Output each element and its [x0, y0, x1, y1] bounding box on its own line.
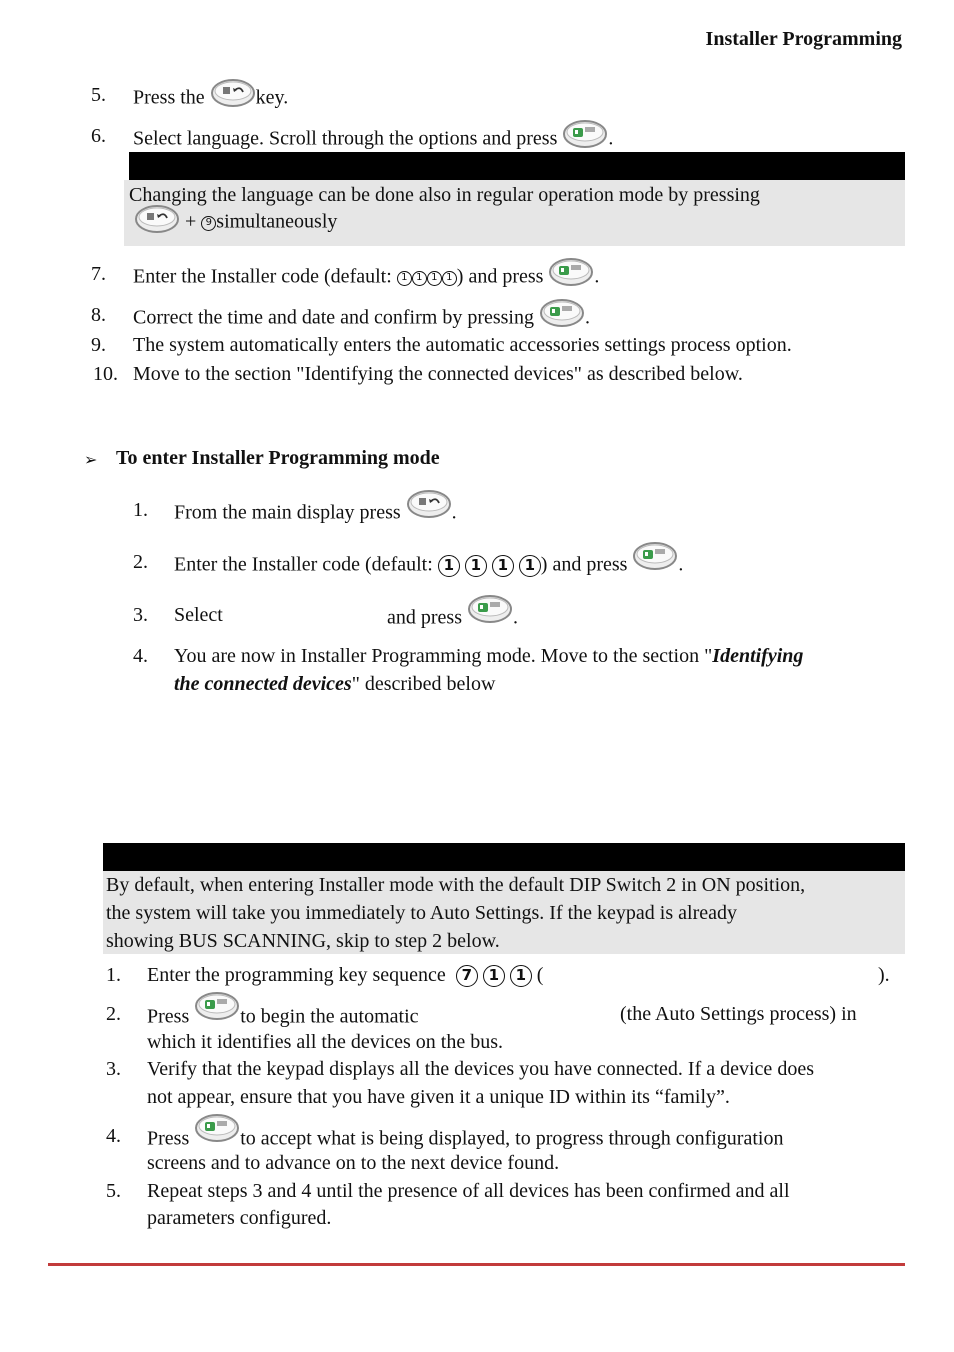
- ok-key-icon: [467, 594, 513, 624]
- step-8-text: [133, 304, 590, 334]
- step-text: .: [608, 127, 614, 150]
- italic-link-text: the connected devices: [174, 673, 352, 695]
- step-text: parameters configured.: [147, 1207, 332, 1229]
- step-text: Select: [174, 604, 223, 626]
- back-key-icon: [406, 489, 452, 519]
- footer-rule: [48, 1263, 905, 1266]
- step-text: .: [451, 501, 457, 524]
- note-line-2: [134, 208, 337, 238]
- step-text: Select language. Scroll through the options and press: [133, 127, 558, 150]
- step-number: 1.: [133, 499, 148, 521]
- step-text: ) and press: [456, 265, 544, 288]
- step-text: From the main display press: [174, 501, 401, 524]
- note-text: the system will take you immediately to Auto Settings. If the keypad is already: [106, 902, 737, 924]
- section-heading: To enter Installer Programming mode: [116, 447, 440, 469]
- step-text: Press the: [133, 86, 205, 109]
- step-text: key.: [255, 86, 289, 109]
- step-number: 3.: [133, 604, 148, 626]
- step-text: Enter the programming key sequence: [147, 964, 446, 986]
- step-text: Repeat steps 3 and 4 until the presence of all devices has been confirmed and all: [147, 1180, 790, 1202]
- step-text: not appear, ensure that you have given it a unique ID within its “family”.: [147, 1086, 730, 1108]
- step-4-line-1: [174, 645, 803, 668]
- step-text: and press: [387, 606, 462, 629]
- step-text: which it identifies all the devices on the bus.: [147, 1031, 504, 1053]
- note-text: By default, when entering Installer mode with the default DIP Switch 2 in ON position,: [106, 874, 806, 896]
- note-text: Changing the language can be done also in regular operation mode by pressing: [129, 184, 760, 206]
- step-number: 9.: [91, 334, 106, 356]
- step-number: 4.: [106, 1125, 121, 1147]
- step-number: 5.: [106, 1180, 121, 1202]
- step-text: Press: [147, 1127, 190, 1150]
- step-3-tail: [387, 604, 518, 634]
- step-1-text: [174, 499, 457, 529]
- code-digit: 1: [412, 271, 427, 286]
- step-7-text: [133, 263, 599, 293]
- step-text: Enter the Installer code (default:: [133, 265, 392, 288]
- note-text: showing BUS SCANNING, skip to step 2 below.: [106, 930, 500, 952]
- code-digit: 1: [519, 555, 541, 577]
- back-key-icon: [134, 204, 180, 234]
- note-header-bar: [129, 152, 905, 180]
- ok-key-icon: [194, 1113, 240, 1143]
- step-text: .: [585, 306, 590, 329]
- step-1-text: [147, 964, 543, 987]
- back-key-icon: [210, 78, 256, 108]
- step-number: 10.: [93, 363, 118, 385]
- step-text: The system automatically enters the automatic accessories settings process option.: [133, 334, 792, 356]
- step-number: 2.: [106, 1003, 121, 1025]
- step-text: (: [536, 964, 544, 986]
- code-digit: 1: [427, 271, 442, 286]
- step-text: .: [594, 265, 600, 288]
- step-text: You are now in Installer Programming mode. Move to the section ": [174, 645, 713, 667]
- step-number: 2.: [133, 551, 148, 573]
- step-text: screens and to advance on to the next device found.: [147, 1152, 560, 1174]
- ok-key-icon: [562, 119, 608, 149]
- step-text: .: [512, 606, 518, 629]
- ok-key-icon: [194, 991, 240, 1021]
- step-number: 4.: [133, 645, 148, 667]
- code-digit: 1: [438, 555, 460, 577]
- step-text: .: [678, 553, 684, 576]
- note-text: simultaneously: [216, 210, 338, 233]
- step-number: 1.: [106, 964, 121, 986]
- key-digit-9: 9: [201, 216, 216, 231]
- step-number: 8.: [91, 304, 106, 326]
- step-text: Verify that the keypad displays all the devices you have connected. If a device does: [147, 1058, 814, 1080]
- step-text: " described below: [351, 673, 496, 695]
- step-4-text: [147, 1125, 783, 1155]
- code-digit: 1: [465, 555, 487, 577]
- step-2-text: [147, 1003, 419, 1033]
- ok-key-icon: [548, 257, 594, 287]
- ok-key-icon: [632, 541, 678, 571]
- code-digit: 1: [492, 555, 514, 577]
- code-digit: 1: [442, 271, 457, 286]
- step-text: Move to the section "Identifying the connected devices" as described below.: [133, 363, 743, 385]
- step-6-text: [133, 125, 613, 155]
- step-number: 3.: [106, 1058, 121, 1080]
- step-text: to begin the automatic: [240, 1005, 419, 1028]
- step-text: to accept what is being displayed, to progress through configuration: [240, 1127, 784, 1150]
- code-digit: 1: [510, 965, 532, 987]
- code-digit: 1: [397, 271, 412, 286]
- step-text: (the Auto Settings process) in: [620, 1003, 857, 1025]
- step-4-line-2: [174, 673, 495, 696]
- plus-sign: +: [185, 210, 197, 233]
- step-text: Enter the Installer code (default:: [174, 553, 433, 576]
- code-digit: 7: [456, 965, 478, 987]
- step-number: 7.: [91, 263, 106, 285]
- step-text: ).: [878, 964, 890, 986]
- page-header-title: Installer Programming: [705, 28, 902, 50]
- code-digit: 1: [483, 965, 505, 987]
- step-text: ) and press: [540, 553, 628, 576]
- step-text: Correct the time and date and confirm by pressing: [133, 306, 534, 329]
- step-number: 6.: [91, 125, 106, 147]
- arrow-bullet-icon: ➢: [84, 450, 98, 469]
- ok-key-icon: [539, 298, 585, 328]
- note-header-bar: [103, 843, 905, 871]
- italic-link-text: Identifying: [712, 645, 804, 667]
- step-text: Press: [147, 1005, 190, 1028]
- step-number: 5.: [91, 84, 106, 106]
- step-5-text: [133, 84, 288, 114]
- step-2-text: [174, 551, 683, 581]
